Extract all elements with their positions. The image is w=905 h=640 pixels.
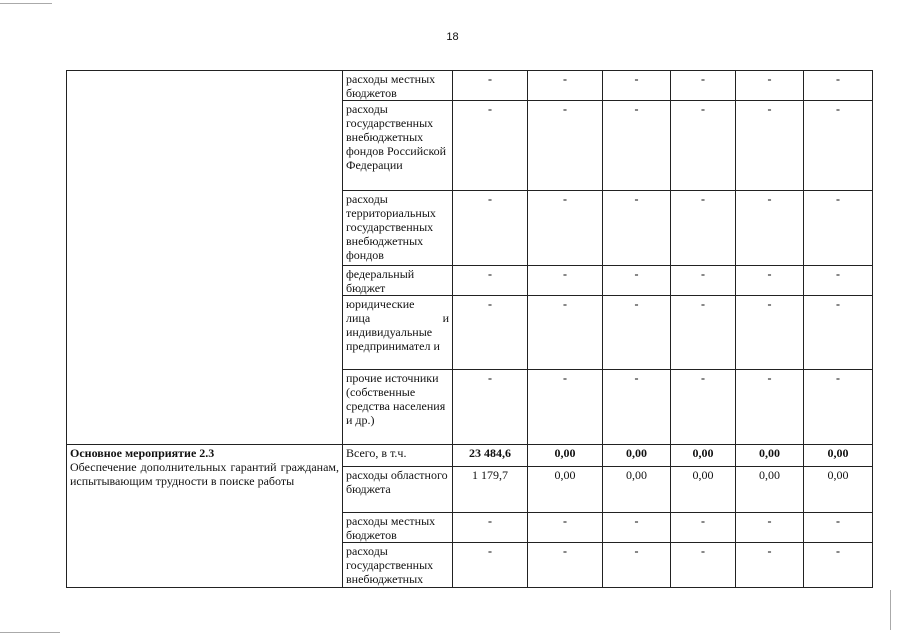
value-cell: - (671, 71, 736, 101)
source-cell: расходы местных бюджетов (343, 513, 453, 543)
value-cell: - (453, 71, 528, 101)
value-cell: 0,00 (736, 467, 804, 513)
value-cell: - (671, 101, 736, 191)
value-cell: - (453, 296, 528, 370)
value-cell: 0,00 (671, 467, 736, 513)
table-row (67, 71, 873, 101)
source-cell: расходы местных бюджетов (343, 71, 453, 101)
value-cell: - (736, 513, 804, 543)
scan-mark (0, 3, 52, 4)
value-cell: - (528, 370, 603, 445)
value-cell: - (736, 543, 804, 588)
source-cell: Всего, в т.ч. (343, 445, 453, 467)
value-cell: - (528, 296, 603, 370)
value-cell: - (603, 513, 671, 543)
value-cell: - (671, 296, 736, 370)
source-line (346, 311, 449, 325)
page-number: 18 (446, 31, 459, 43)
value-cell: - (804, 101, 873, 191)
value-cell: - (804, 513, 873, 543)
scan-mark (0, 632, 60, 633)
value-cell: 0,00 (671, 445, 736, 467)
value-cell: - (671, 191, 736, 266)
value-cell: - (603, 71, 671, 101)
value-cell: - (603, 370, 671, 445)
value-cell: - (528, 513, 603, 543)
value-cell: - (736, 101, 804, 191)
value-cell: - (736, 296, 804, 370)
value-cell: - (804, 71, 873, 101)
value-cell: - (671, 543, 736, 588)
source-cell: расходы областного бюджета (343, 467, 453, 513)
value-cell: - (453, 370, 528, 445)
value-cell: - (453, 513, 528, 543)
value-cell: 0,00 (804, 445, 873, 467)
activity-cell (67, 445, 343, 588)
value-cell: - (453, 543, 528, 588)
source-cell: расходы территориальных государственных внебюджетных фондов (343, 191, 453, 266)
source-cell: расходы государственных внебюджетных фондов Российской Федерации (343, 101, 453, 191)
value-cell: - (603, 543, 671, 588)
value-cell: - (736, 191, 804, 266)
value-cell: 0,00 (603, 467, 671, 513)
value-cell: 0,00 (528, 467, 603, 513)
value-cell: 0,00 (736, 445, 804, 467)
value-cell: - (528, 266, 603, 296)
value-cell: - (804, 296, 873, 370)
value-cell: - (804, 370, 873, 445)
value-cell: - (736, 71, 804, 101)
value-cell: - (603, 296, 671, 370)
value-cell: 0,00 (804, 467, 873, 513)
value-cell: - (804, 191, 873, 266)
value-cell: - (804, 266, 873, 296)
value-cell: - (671, 513, 736, 543)
source-cell: прочие источники (собственные средства населения и др.) (343, 370, 453, 445)
source-line: индивидуальные предпринимател и (346, 325, 440, 353)
source-line: юридические (346, 297, 415, 311)
activity-cell-empty (67, 71, 343, 445)
value-cell: 1 179,7 (453, 467, 528, 513)
source-cell: расходы государственных внебюджетных (343, 543, 453, 588)
value-cell: - (603, 191, 671, 266)
value-cell: 23 484,6 (453, 445, 528, 467)
budget-table (66, 70, 873, 588)
value-cell: - (603, 266, 671, 296)
source-cell: федеральный бюджет (343, 266, 453, 296)
activity-title: Основное мероприятие 2.3 (70, 446, 215, 460)
value-cell: 0,00 (528, 445, 603, 467)
value-cell: - (453, 101, 528, 191)
value-cell: 0,00 (603, 445, 671, 467)
value-cell: - (736, 370, 804, 445)
value-cell: - (453, 266, 528, 296)
source-word: лица (346, 311, 371, 325)
value-cell: - (453, 191, 528, 266)
value-cell: - (528, 101, 603, 191)
value-cell: - (671, 266, 736, 296)
scan-mark (890, 590, 891, 630)
value-cell: - (804, 543, 873, 588)
value-cell: - (528, 543, 603, 588)
source-cell (343, 296, 453, 370)
value-cell: - (671, 370, 736, 445)
value-cell: - (736, 266, 804, 296)
table-row (67, 445, 873, 467)
activity-description: Обеспечение дополнительных гарантий гражданам, испытывающим трудности в поиске работы (70, 460, 339, 488)
value-cell: - (528, 71, 603, 101)
value-cell: - (603, 101, 671, 191)
value-cell: - (528, 191, 603, 266)
source-word: и (442, 311, 449, 325)
